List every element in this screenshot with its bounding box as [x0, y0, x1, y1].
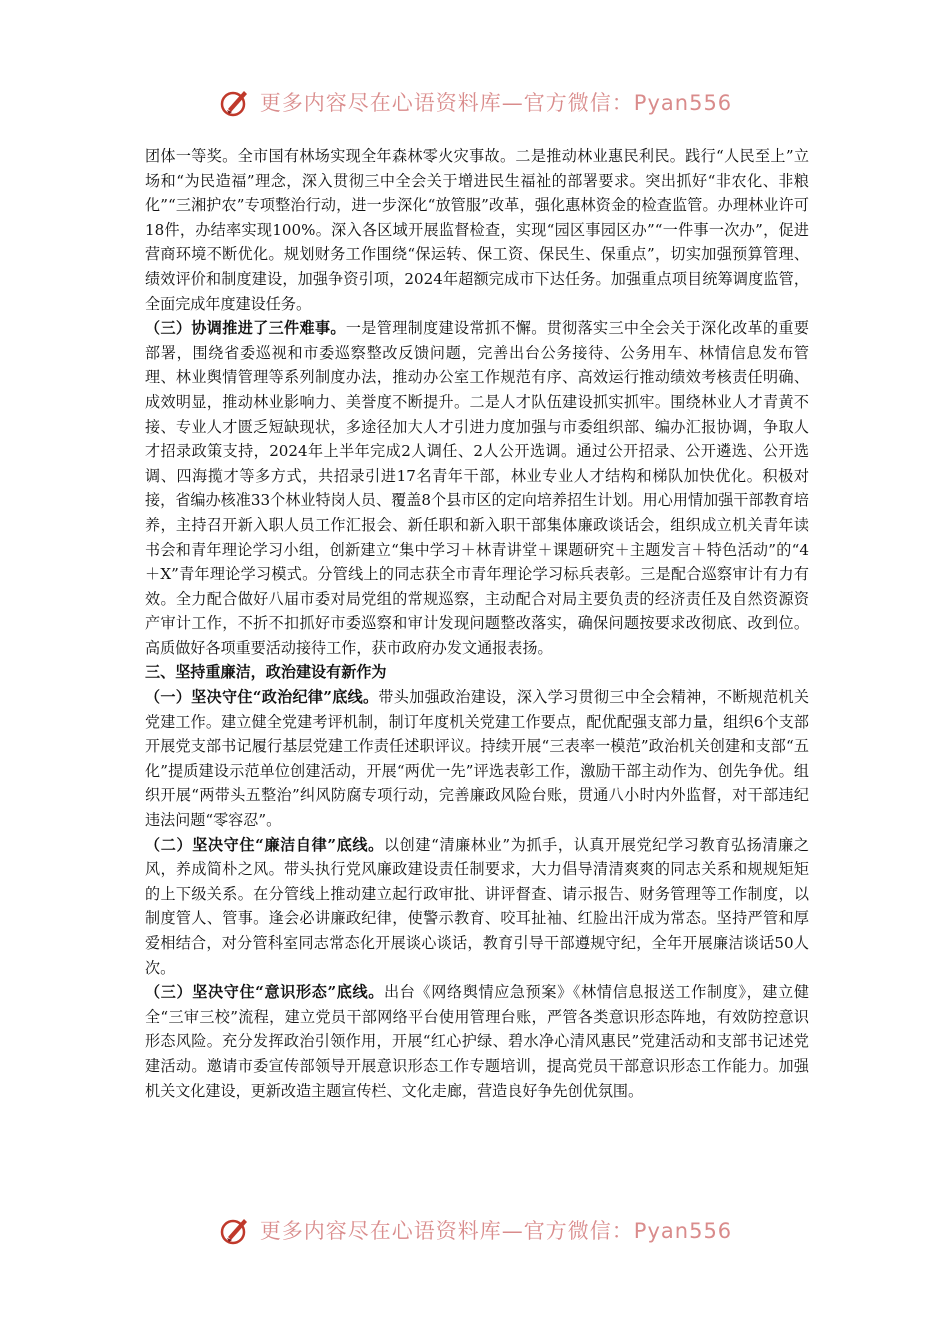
paragraph: 团体一等奖。全市国有林场实现全年森林零火灾事故。二是推动林业惠民利民。践行“人民至上”立场和“为民造福”理念，深入贯彻三中全会关于增进民生福祉的部署要求。突出抓好“非农化、非粮化”“三湘护农”专项整治行动，进一步深化“放管服”改革，强化惠林资金的检查监管。办理林业许可18件，办结率实现100%。深入各区域开展监督检查，实现“园区事园区办”“一件事一次办”，促进营商环境不断优化。规划财务工作围绕“保运转、保工资、保民生、保重点”，切实加强预算管理、绩效评价和制度建设，加强争资引项，2024年超额完成市下达任务。加强重点项目统筹调度监管，全面完成年度建设任务。 — [145, 147, 809, 313]
banner-text: 更多内容尽在心语资料库—官方微信：Pyan556 — [259, 1219, 733, 1243]
paragraph: （三）协调推进了三件难事。一是管理制度建设常抓不懈。贯彻落实三中全会关于深化改革的重要部署，围绕省委巡视和市委巡察整改反馈问题，完善出台公务接待、公务用车、林情信息发布管理、林业舆情管理等系列制度办法，推动办公室工作规范有序、高效运行推动绩效考核责任明确、成效明显，推动林业影响力、美誉度不断提升。二是人才队伍建设抓实抓牢。围绕林业人才青黄不接、专业人才匮乏短缺现状，多途径加大人才引进力度加强与市委组织部、编办汇报协调，争取人才招录政策支持，2024年上半年完成2人调任、2人公开选调。通过公开招录、公开遴选、公开选调、四海揽才等多方式，共招录引进17名青年干部，林业专业人才结构和梯队加快优化。积极对接，省编办核准33个林业特岗人员、覆盖8个县市区的定向培养招生计划。用心用情加强干部教育培养，主持召开新入职人员工作汇报会、新任职和新入职干部集体廉政谈话会，组织成立机关青年读书会和青年理论学习小组，创新建立“集中学习＋林青讲堂＋课题研究＋主题发言＋特色活动”的“4＋X”青年理论学习模式。分管线上的同志获全市青年理论学习标兵表彰。三是配合巡察审计有力有效。全力配合做好八届市委对局党组的常规巡察，主动配合对局主要负责的经济责任及自然资源资产审计工作，不折不扣抓好市委巡察和审计发现问题整改落实，确保问题按要求改彻底、改到位。高质做好各项重要活动接待工作，获市政府办发文通报表扬。 — [145, 319, 809, 657]
section-heading: （三）协调推进了三件难事。 — [145, 319, 346, 338]
footer-banner — [0, 1210, 950, 1250]
pen-logo-icon — [218, 85, 252, 119]
banner-text: 更多内容尽在心语资料库—官方微信：Pyan556 — [259, 91, 733, 115]
paragraph: （二）坚决守住“廉洁自律”底线。以创建“清廉林业”为抓手，认真开展党纪学习教育弘扬清廉之风，养成简朴之风。带头执行党风廉政建设责任制要求，大力倡导清清爽爽的同志关系和规规矩矩的上下级关系。在分管线上推动建立起行政审批、讲评督查、请示报告、财务管理等工作制度，以制度管人、管事。逢会必讲廉政纪律，使警示教育、咬耳扯袖、红脸出汗成为常态。坚持严管和厚爱相结合，对分管科室同志常态化开展谈心谈话，教育引导干部遵规守纪，全年开展廉洁谈话50人次。 — [145, 835, 809, 977]
section-heading: （一）坚决守住“政治纪律”底线。 — [145, 688, 379, 707]
header-banner — [0, 82, 950, 122]
paragraph: （三）坚决守住“意识形态”底线。出台《网络舆情应急预案》《林情信息报送工作制度》，建立健全“三审三校”流程，建立党员干部网络平台使用管理台账，严管各类意识形态阵地，有效防控意识形态风险。充分发挥政治引领作用，开展“红心护绿、碧水净心清风惠民”党建活动和支部书记述党建活动。邀请市委宣传部领导开展意识形态工作专题培训，提高党员干部意识形态工作能力。加强机关文化建设，更新改造主题宣传栏、文化走廊，营造良好争先创优氛围。 — [145, 983, 809, 1100]
chapter-heading: 三、坚持重廉洁，政治建设有新作为 — [145, 663, 387, 682]
pen-logo-icon — [218, 1213, 252, 1247]
paragraph: （一）坚决守住“政治纪律”底线。带头加强政治建设，深入学习贯彻三中全会精神，不断规范机关党建工作。建立健全党建考评机制，制订年度机关党建工作要点，配优配强支部力量，组织6个支部开展党支部书记履行基层党建工作责任述职评议。持续开展“三表率一模范”政治机关创建和支部“五化”提质建设示范单位创建活动，开展“两优一先”评选表彰工作，激励干部主动作为、创先争优。组织开展“两带头五整治”纠风防腐专项行动，完善廉政风险台账，贯通八小时内外监督，对干部违纪违法问题“零容忍”。 — [145, 688, 809, 830]
document-body — [145, 144, 809, 1103]
section-heading: （三）坚决守住“意识形态”底线。 — [145, 983, 385, 1002]
section-heading: （二）坚决守住“廉洁自律”底线。 — [145, 835, 384, 854]
